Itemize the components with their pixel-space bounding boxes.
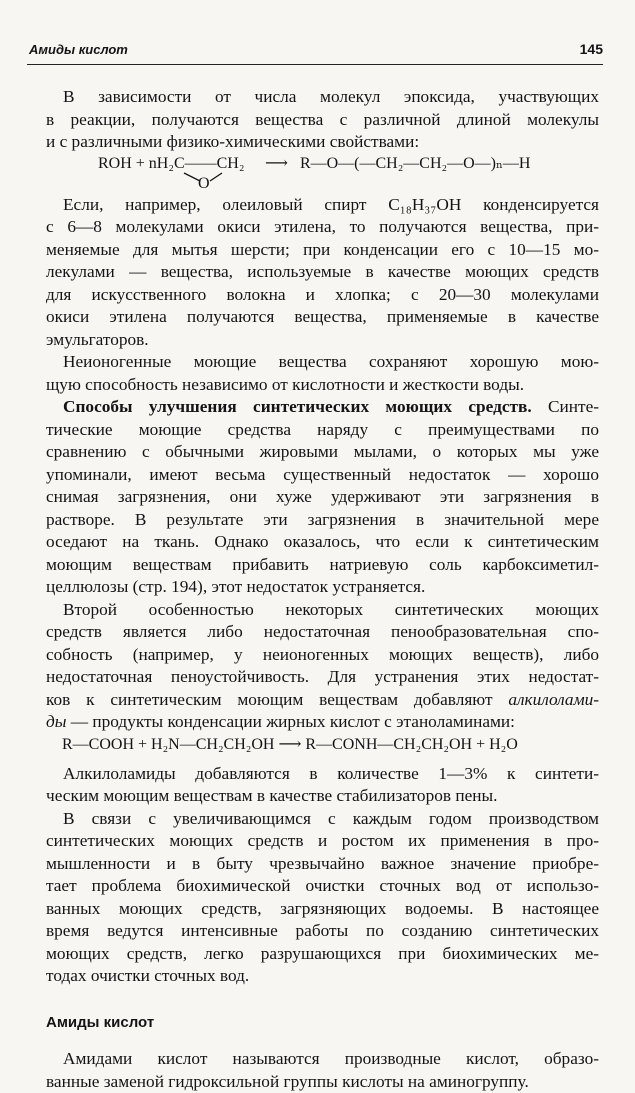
text-line: средств является либо недостаточная пенообразовательная спо-: [46, 621, 599, 644]
section-heading: Амиды кислот: [46, 1012, 599, 1035]
epoxide-reaction-equation: [46, 154, 599, 194]
text-line: и с различными физико-химическими свойствами:: [46, 131, 599, 154]
text-line: моющим веществам прибавить натриевую соль карбоксиметил-: [46, 554, 599, 577]
epoxide-structure: [98, 154, 253, 194]
page-body: [46, 86, 599, 1093]
text-line: для искусственного волокна и хлопка; с 20—30 молекулами: [46, 284, 599, 307]
text-line: [46, 396, 599, 419]
page-header: [27, 40, 603, 65]
text-line: эмульгаторов.: [46, 329, 599, 352]
text-line: мышленности и в быту чрезвычайно важное значение приобре-: [46, 853, 599, 876]
text-line: лекулами — вещества, используемые в качестве моющих средств: [46, 261, 599, 284]
paragraph: [46, 599, 599, 734]
text-line: ванные заменой гидроксильной группы кислоты на аминогруппу.: [46, 1071, 599, 1093]
text-line: В зависимости от числа молекул эпоксида, участвующих: [46, 86, 599, 109]
paragraph: [46, 808, 599, 988]
bold-run-in-heading: Способы улучшения синтетических моющих средств.: [63, 397, 532, 416]
equation-reactants: ROH + nH₂C——CH₂: [98, 154, 244, 174]
text-line: меняемые для мытья шерсти; при конденсации его с 10—15 мо-: [46, 239, 599, 262]
text-line: тодах очистки сточных вод.: [46, 965, 599, 988]
text-line: Если, например, олеиловый спирт C₁₈H₃₇OH конденсируется: [46, 194, 599, 217]
paragraph: [46, 194, 599, 352]
text-line: собность (например, у неионогенных моющих веществ), либо: [46, 644, 599, 667]
epoxide-ring-bonds: [98, 154, 253, 194]
text-line: ческим моющим веществам в качестве стабилизаторов пены.: [46, 785, 599, 808]
text-line: с 6—8 молекулами окиси этилена, то получаются вещества, при-: [46, 216, 599, 239]
text-line: Второй особенностью некоторых синтетических моющих: [46, 599, 599, 622]
text-line: моющих средств, легко разрушающихся при биохимических ме-: [46, 943, 599, 966]
paragraph: [46, 351, 599, 396]
text-line: синтетических моющих средств и ростом их применения в про-: [46, 830, 599, 853]
text-line: сравнению с обычными жировыми мылами, о которых мы уже: [46, 441, 599, 464]
text-line: Алкилоламиды добавляются в количестве 1—3% к синтети-: [46, 763, 599, 786]
text-line: оседают на ткань. Однако оказалось, что если к синтетическим: [46, 531, 599, 554]
text-line: упоминали, имеют весьма существенный недостаток — хорошо: [46, 464, 599, 487]
text-line: в реакции, получаются вещества с различной длиной молекулы: [46, 109, 599, 132]
text-line: окиси этилена получаются вещества, применяемые в качестве: [46, 306, 599, 329]
text-run: ков к синтетическим моющим веществам добавляют: [46, 690, 508, 709]
text-run: — продукты конденсации жирных кислот с этаноламинами:: [66, 712, 515, 731]
paragraph: [46, 763, 599, 808]
text-line: ванных моющих средств, загрязняющих водоемы. В настоящее: [46, 898, 599, 921]
text-line: [46, 689, 599, 712]
text-line: щую способность независимо от кислотности и жесткости воды.: [46, 374, 599, 397]
running-head: Амиды кислот: [29, 42, 128, 57]
text-line: Амидами кислот называются производные кислот, образо-: [46, 1048, 599, 1071]
text-run: Синте-: [548, 397, 599, 416]
text-line: целлюлозы (стр. 194), этот недостаток устраняется.: [46, 576, 599, 599]
italic-term: алкилолами-: [508, 690, 599, 709]
text-line: [46, 711, 599, 734]
text-line: снимая загрязнения, они хуже удерживают эти загрязнения в: [46, 486, 599, 509]
page-number: 145: [580, 41, 603, 57]
italic-term: ды: [46, 712, 66, 731]
amide-reaction-equation: R—COOH + H₂N—CH₂CH₂OH ⟶ R—CONH—CH₂CH₂OH + H₂O: [46, 735, 599, 755]
text-line: Неионогенные моющие вещества сохраняют хорошую мою-: [46, 351, 599, 374]
reaction-arrow: ⟶: [265, 155, 288, 172]
epoxide-oxygen: O: [198, 174, 210, 194]
text-line: тает проблема биохимической очистки сточных вод от использо-: [46, 875, 599, 898]
text-line: время ведутся интенсивные работы по созданию синтетических: [46, 920, 599, 943]
paragraph: [46, 396, 599, 599]
paragraph: [46, 86, 599, 154]
equation-product: R—O—(—CH₂—CH₂—O—)ₙ—H: [300, 155, 531, 172]
text-line: недостаточная пеноустойчивость. Для устранения этих недостат-: [46, 666, 599, 689]
text-line: В связи с увеличивающимся с каждым годом производством: [46, 808, 599, 831]
paragraph: [46, 1048, 599, 1093]
text-line: растворе. В результате эти загрязнения в значительной мере: [46, 509, 599, 532]
text-line: тические моющие средства наряду с преимуществами по: [46, 419, 599, 442]
